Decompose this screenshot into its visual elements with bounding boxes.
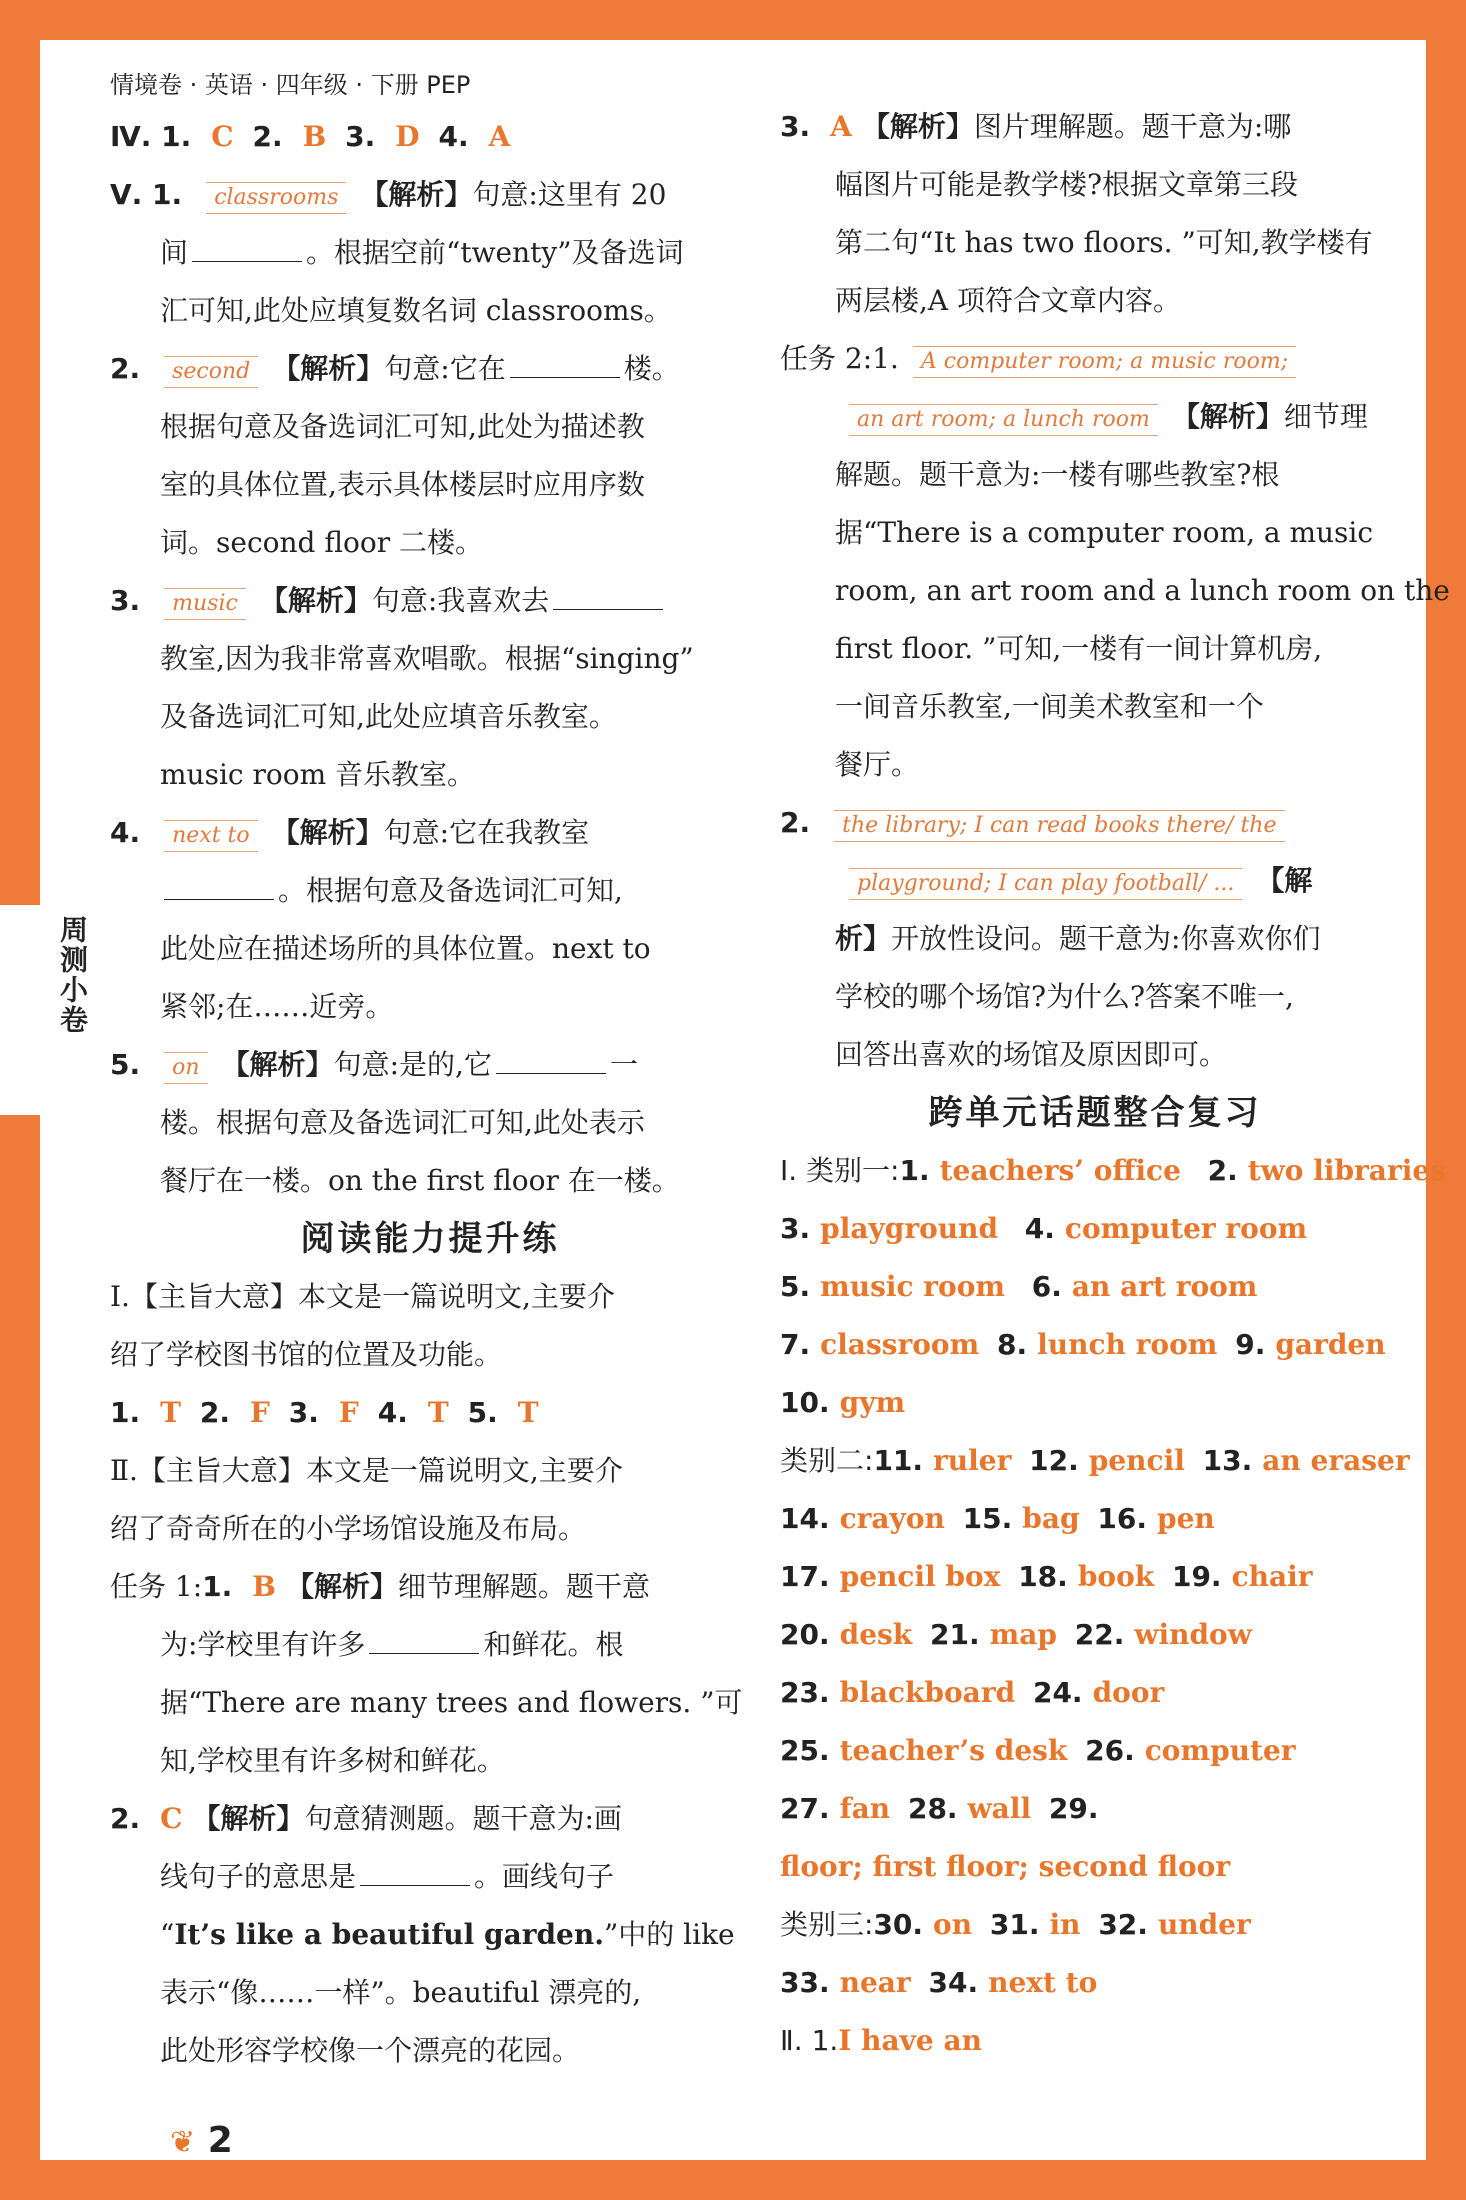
leaf-icon: ❦ <box>170 2125 196 2160</box>
handwritten-answer: A computer room; a music room; <box>913 346 1296 378</box>
section-title-reading: 阅读能力提升练 <box>300 1219 560 1259</box>
task1-line: 任务 1:1. B 【解析】细节理解题。题干意 <box>110 1570 650 1603</box>
cat3-row-2: 33. near 34. next to <box>780 1966 1098 1999</box>
v1-line: Ⅴ. 1. classrooms 【解析】句意:这里有 20 <box>110 166 750 224</box>
handwritten-answer: the library; I can read books there/ the <box>834 810 1284 842</box>
page-header: 情境卷 · 英语 · 四年级 · 下册 PEP <box>110 71 471 99</box>
cat1-row-1: Ⅰ. 类别一:1. teachers’ office 2. two libraries <box>780 1154 1446 1187</box>
handwritten-answer: music <box>164 588 246 620</box>
cat2-row-3: 17. pencil box 18. book 19. chair <box>780 1560 1313 1593</box>
cat1-row-4: 7. classroom 8. lunch room 9. garden <box>780 1328 1386 1361</box>
cat1-row-3: 5. music room 6. an art room <box>780 1270 1258 1303</box>
v4-line: 4. next to 【解析】句意:它在我教室 <box>110 804 750 862</box>
cat2-row-2: 14. crayon 15. bag 16. pen <box>780 1502 1215 1535</box>
side-strip <box>0 40 40 2200</box>
handwritten-answer: an art room; a lunch room <box>849 404 1158 436</box>
handwritten-answer: second <box>164 356 258 388</box>
right-column: 3. A 【解析】图片理解题。题干意为:哪 幅图片可能是教学楼?根据文章第三段 第二句“It has two floors. ”可知,教学楼有 两层楼,A 项符合文章内容。 任务 2:1. A computer room; a music room; an art room; a lunch room 【解析】细节理 解题。题干意为:一楼有哪些教室?根 据“There is a computer room, a music room, an art room and a lunch room on the first floor. ”可知,一楼有一间计算机房, 一间音乐教室,一间美术教室和一个 餐厅。 2. the library; I can read books there/ the playground; I can play football/ ... 【解 析】开放性设问。题干意为:你喜欢你们 学校的哪个场馆?为什么?答案不唯一, 回答出喜欢的场馆及原因即可。 跨单元话题整合复习 Ⅰ. 类别一:1. teachers’ office 2. two libraries 3. playground 4. computer room 5. music room 6. an art room 7. classroom 8. lunch room 9. garden 10. gym 类别二:11. ruler 12. pencil 13. an eraser 14. crayon 15. bag 16. pen 17. pencil box 18. book 19. chair 20. desk 21. map 22. window 23. blackboard 24. door 25. teacher’s desk 26. computer 27. fan 28. wall 29. floor; first floor; second floor 类别三:30. on 31. in 32. under 33. near 34. next to Ⅱ. 1.I have an <box>780 98 1410 2070</box>
left-column: Ⅳ. 1. C 2. B 3. D 4. A Ⅴ. 1. classrooms 【解析】句意:这里有 20 间 。根据空前“twenty”及备选词 汇可知,此处应填复数名词 classrooms。 2. second 【解析】句意:它在 楼。 根据句意及备选词汇可知,此处为描述教 室的具体位置,表示具体楼层时应用序数 词。second floor 二楼。 3. music 【解析】句意:我喜欢去 教室,因为我非常喜欢唱歌。根据“singing” 及备选词汇可知,此处应填音乐教室。 music room 音乐教室。 4. next to 【解析】句意:它在我教室 。根据句意及备选词汇可知, 此处应在描述场所的具体位置。next to 紧邻;在……近旁。 5. on 【解析】句意:是的,它 一 楼。根据句意及备选词汇可知,此处表示 餐厅在一楼。on the first floor 在一楼。 阅读能力提升练 Ⅰ.【主旨大意】本文是一篇说明文,主要介 绍了学校图书馆的位置及功能。 1. T 2. F 3. F 4. T 5. T Ⅱ.【主旨大意】本文是一篇说明文,主要介 绍了奇奇所在的小学场馆设施及布局。 任务 1:1. B 【解析】细节理解题。题干意 为:学校里有许多 和鲜花。根 据“There are many trees and flowers. ”可 知,学校里有许多树和鲜花。 2. C 【解析】句意猜测题。题干意为:画 线句子的意思是 。画线句子 “It’s like a beautiful garden.”中的 like 表示“像……一样”。beautiful 漂亮的, 此处形容学校像一个漂亮的花园。 <box>110 108 750 2080</box>
q3-line: 3. A 【解析】图片理解题。题干意为:哪 <box>780 110 1292 143</box>
side-tab-label: 周测小卷 <box>56 915 89 1035</box>
cat1-row-2: 3. playground 4. computer room <box>780 1212 1308 1245</box>
cat3-row-1: 类别三:30. on 31. in 32. under <box>780 1908 1251 1941</box>
task2-q1-line: 任务 2:1. A computer room; a music room; <box>780 330 1410 388</box>
cat1-row-5: 10. gym <box>780 1386 906 1419</box>
handwritten-answer: playground; I can play football/ ... <box>849 868 1242 900</box>
task2-q2-line: 2. the library; I can read books there/ the <box>780 794 1410 852</box>
cat2-row-7: 27. fan 28. wall 29. <box>780 1792 1099 1825</box>
cat2-row-1: 类别二:11. ruler 12. pencil 13. an eraser <box>780 1444 1410 1477</box>
sec2-row: Ⅱ. 1.I have an <box>780 2024 982 2057</box>
task2-line: 2. C 【解析】句意猜测题。题干意为:画 <box>110 1802 622 1835</box>
handwritten-answer: classrooms <box>206 182 346 214</box>
answer-row-iv: Ⅳ. 1. C 2. B 3. D 4. A <box>110 120 511 153</box>
cat2-row-4: 20. desk 21. map 22. window <box>780 1618 1252 1651</box>
page-number: ❦ 2 <box>170 2120 233 2161</box>
v5-line: 5. on 【解析】句意:是的,它 一 <box>110 1036 750 1094</box>
cat2-row-8: floor; first floor; second floor <box>780 1850 1231 1883</box>
cat2-row-6: 25. teacher’s desk 26. computer <box>780 1734 1296 1767</box>
handwritten-answer: next to <box>164 820 258 852</box>
v3-line: 3. music 【解析】句意:我喜欢去 <box>110 572 750 630</box>
reading-answers: 1. T 2. F 3. F 4. T 5. T <box>110 1396 539 1429</box>
cat2-row-5: 23. blackboard 24. door <box>780 1676 1165 1709</box>
section-title-review: 跨单元话题整合复习 <box>928 1093 1262 1133</box>
side-tab <box>0 905 90 1115</box>
v2-line: 2. second 【解析】句意:它在 楼。 <box>110 340 750 398</box>
handwritten-answer: on <box>164 1052 207 1084</box>
